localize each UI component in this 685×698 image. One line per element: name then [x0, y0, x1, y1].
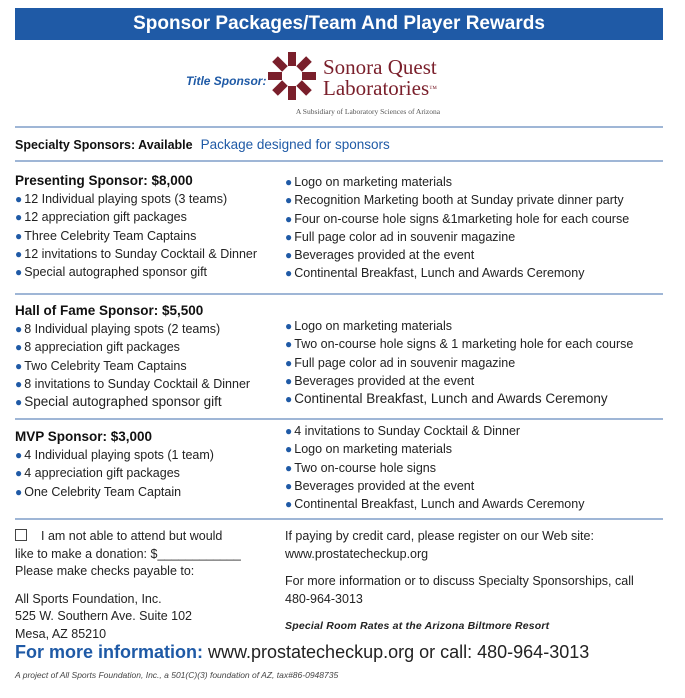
specialty-link[interactable]: Package designed for sponsors: [200, 137, 390, 152]
divider: [15, 160, 663, 162]
list-item: ● 4 appreciation gift packages: [15, 466, 180, 481]
bullet-icon: ●: [15, 265, 23, 280]
list-item: ● 12 invitations to Sunday Cocktail & Dinner: [15, 246, 258, 261]
footnote: A project of All Sports Foundation, Inc., a 501(C)(3) foundation of AZ, tax#86-0948735: [15, 670, 339, 680]
bullet-icon: ●: [285, 373, 293, 388]
bullet-icon: ●: [15, 340, 23, 355]
hall-of-fame-left-column: [15, 302, 285, 411]
bullet-icon: ●: [15, 376, 23, 391]
logo-line2: Laboratories™: [323, 76, 437, 100]
specialty-label: Specialty Sponsors: Available: [15, 138, 193, 152]
list-item: ● One Celebrity Team Captain: [15, 484, 182, 499]
bullet-icon: ●: [285, 392, 293, 407]
logo-line1: Sonora Quest: [323, 55, 437, 79]
list-item: ● Two on-course hole signs: [285, 460, 436, 475]
logo-subtitle: A Subsidiary of Laboratory Sciences of Arizona: [295, 107, 441, 116]
sonora-quest-mark-icon: [268, 52, 316, 100]
bullet-icon: ●: [15, 448, 23, 462]
bullet-icon: ●: [285, 319, 293, 333]
bullet-icon: ●: [285, 355, 293, 370]
list-item: ● 4 invitations to Sunday Cocktail & Dinner: [285, 424, 521, 438]
list-item: ● Beverages provided at the event: [285, 373, 475, 388]
list-item: ● Recognition Marketing booth at Sunday private dinner party: [285, 193, 624, 208]
page-header: Sponsor Packages/Team And Player Rewards: [15, 8, 663, 40]
address-line1: 525 W. Southern Ave. Suite 102: [15, 609, 192, 623]
bullet-icon: ●: [15, 322, 23, 336]
list-item: ● Two on-course hole signs & 1 marketing hole for each course: [285, 337, 634, 352]
bullet-icon: ●: [15, 358, 23, 373]
hall-of-fame-right-column: [285, 317, 665, 408]
bullet-icon: ●: [15, 228, 23, 243]
bullet-icon: ●: [15, 246, 23, 261]
list-item: ● 12 Individual playing spots (3 teams): [15, 192, 228, 206]
bullet-icon: ●: [15, 484, 23, 499]
list-item: ● Continental Breakfast, Lunch and Awards Ceremony: [285, 391, 608, 407]
website-link[interactable]: www.prostatecheckup.org: [285, 546, 429, 561]
donation-line2: like to make a donation: $____________: [15, 546, 241, 561]
more-information: [15, 642, 589, 663]
bullet-icon: ●: [285, 497, 293, 512]
list-item: ● Beverages provided at the event: [285, 478, 475, 493]
phone-number: 480-964-3013: [285, 591, 363, 606]
bullet-icon: ●: [15, 192, 23, 206]
bullet-icon: ●: [15, 466, 23, 481]
list-item: ● 8 invitations to Sunday Cocktail & Dinner: [15, 376, 251, 391]
mvp-sponsor-title: MVP Sponsor: $3,000: [15, 429, 153, 444]
bullet-icon: ●: [285, 478, 293, 493]
divider: [15, 126, 663, 128]
list-item: ● Two Celebrity Team Captains: [15, 358, 187, 373]
list-item: ● Four on-course hole signs &1marketing hole for each course: [285, 211, 630, 226]
bullet-icon: ●: [285, 424, 293, 438]
logo-tm: ™: [429, 84, 437, 93]
list-item: ● Beverages provided at the event: [285, 248, 475, 263]
list-item: ● Continental Breakfast, Lunch and Awards Ceremony: [285, 497, 585, 512]
hall-of-fame-title: Hall of Fame Sponsor: $5,500: [15, 303, 204, 318]
room-rates-note: Special Room Rates at the Arizona Biltmore Resort: [285, 620, 550, 632]
sonora-quest-logo: [268, 52, 468, 122]
presenting-sponsor-title: Presenting Sponsor: $8,000: [15, 173, 193, 188]
divider: [15, 293, 663, 295]
list-item: ● 8 Individual playing spots (2 teams): [15, 322, 221, 336]
list-item: ● Special autographed sponsor gift: [15, 265, 208, 280]
bullet-icon: ●: [285, 248, 293, 263]
list-item: ● Special autographed sponsor gift: [15, 394, 222, 410]
specialty-sponsors: [15, 137, 390, 152]
bullet-icon: ●: [285, 175, 293, 189]
presenting-right-column: [285, 173, 665, 283]
bullet-icon: ●: [285, 266, 293, 281]
divider: [15, 418, 663, 420]
list-item: ● 8 appreciation gift packages: [15, 340, 180, 355]
checks-payable: Please make checks payable to:: [15, 564, 195, 578]
title-sponsor-label: Title Sponsor:: [186, 74, 267, 88]
bullet-icon: ●: [285, 442, 293, 457]
specialty-info: For more information or to discuss Specialty Sponsorships, call: [285, 574, 634, 588]
bullet-icon: ●: [15, 395, 23, 410]
list-item: ● Logo on marketing materials: [285, 442, 452, 457]
mvp-left-column: [15, 428, 285, 501]
list-item: ● Full page color ad in souvenir magazine: [285, 229, 516, 244]
list-item: ● Continental Breakfast, Lunch and Awards Ceremony: [285, 266, 585, 281]
list-item: ● 4 Individual playing spots (1 team): [15, 448, 214, 462]
mvp-right-column: [285, 422, 665, 513]
bullet-icon: ●: [15, 210, 23, 225]
donation-line1: I am not able to attend but would: [15, 528, 280, 546]
list-item: ● Logo on marketing materials: [285, 319, 452, 333]
bullet-icon: ●: [285, 193, 293, 208]
credit-card-block: [285, 528, 670, 636]
credit-card-line: If paying by credit card, please register on our Web site:: [285, 529, 594, 543]
list-item: ● 12 appreciation gift packages: [15, 210, 187, 225]
divider: [15, 518, 663, 520]
bullet-icon: ●: [285, 460, 293, 475]
more-info-text[interactable]: www.prostatecheckup.org or call: 480-964-3013: [208, 642, 590, 662]
donation-checkbox[interactable]: [15, 529, 27, 541]
org-name: All Sports Foundation, Inc.: [15, 591, 162, 606]
bullet-icon: ●: [285, 211, 293, 226]
bullet-icon: ●: [285, 229, 293, 244]
presenting-left-column: [15, 172, 285, 281]
donation-block: [15, 528, 280, 643]
list-item: ● Full page color ad in souvenir magazine: [285, 355, 516, 370]
list-item: ● Logo on marketing materials: [285, 175, 452, 189]
bullet-icon: ●: [285, 337, 293, 352]
list-item: ● Three Celebrity Team Captains: [15, 228, 197, 243]
logo-wordmark: [323, 57, 437, 99]
address-line2: Mesa, AZ 85210: [15, 626, 107, 641]
more-info-label: For more information:: [15, 642, 203, 662]
